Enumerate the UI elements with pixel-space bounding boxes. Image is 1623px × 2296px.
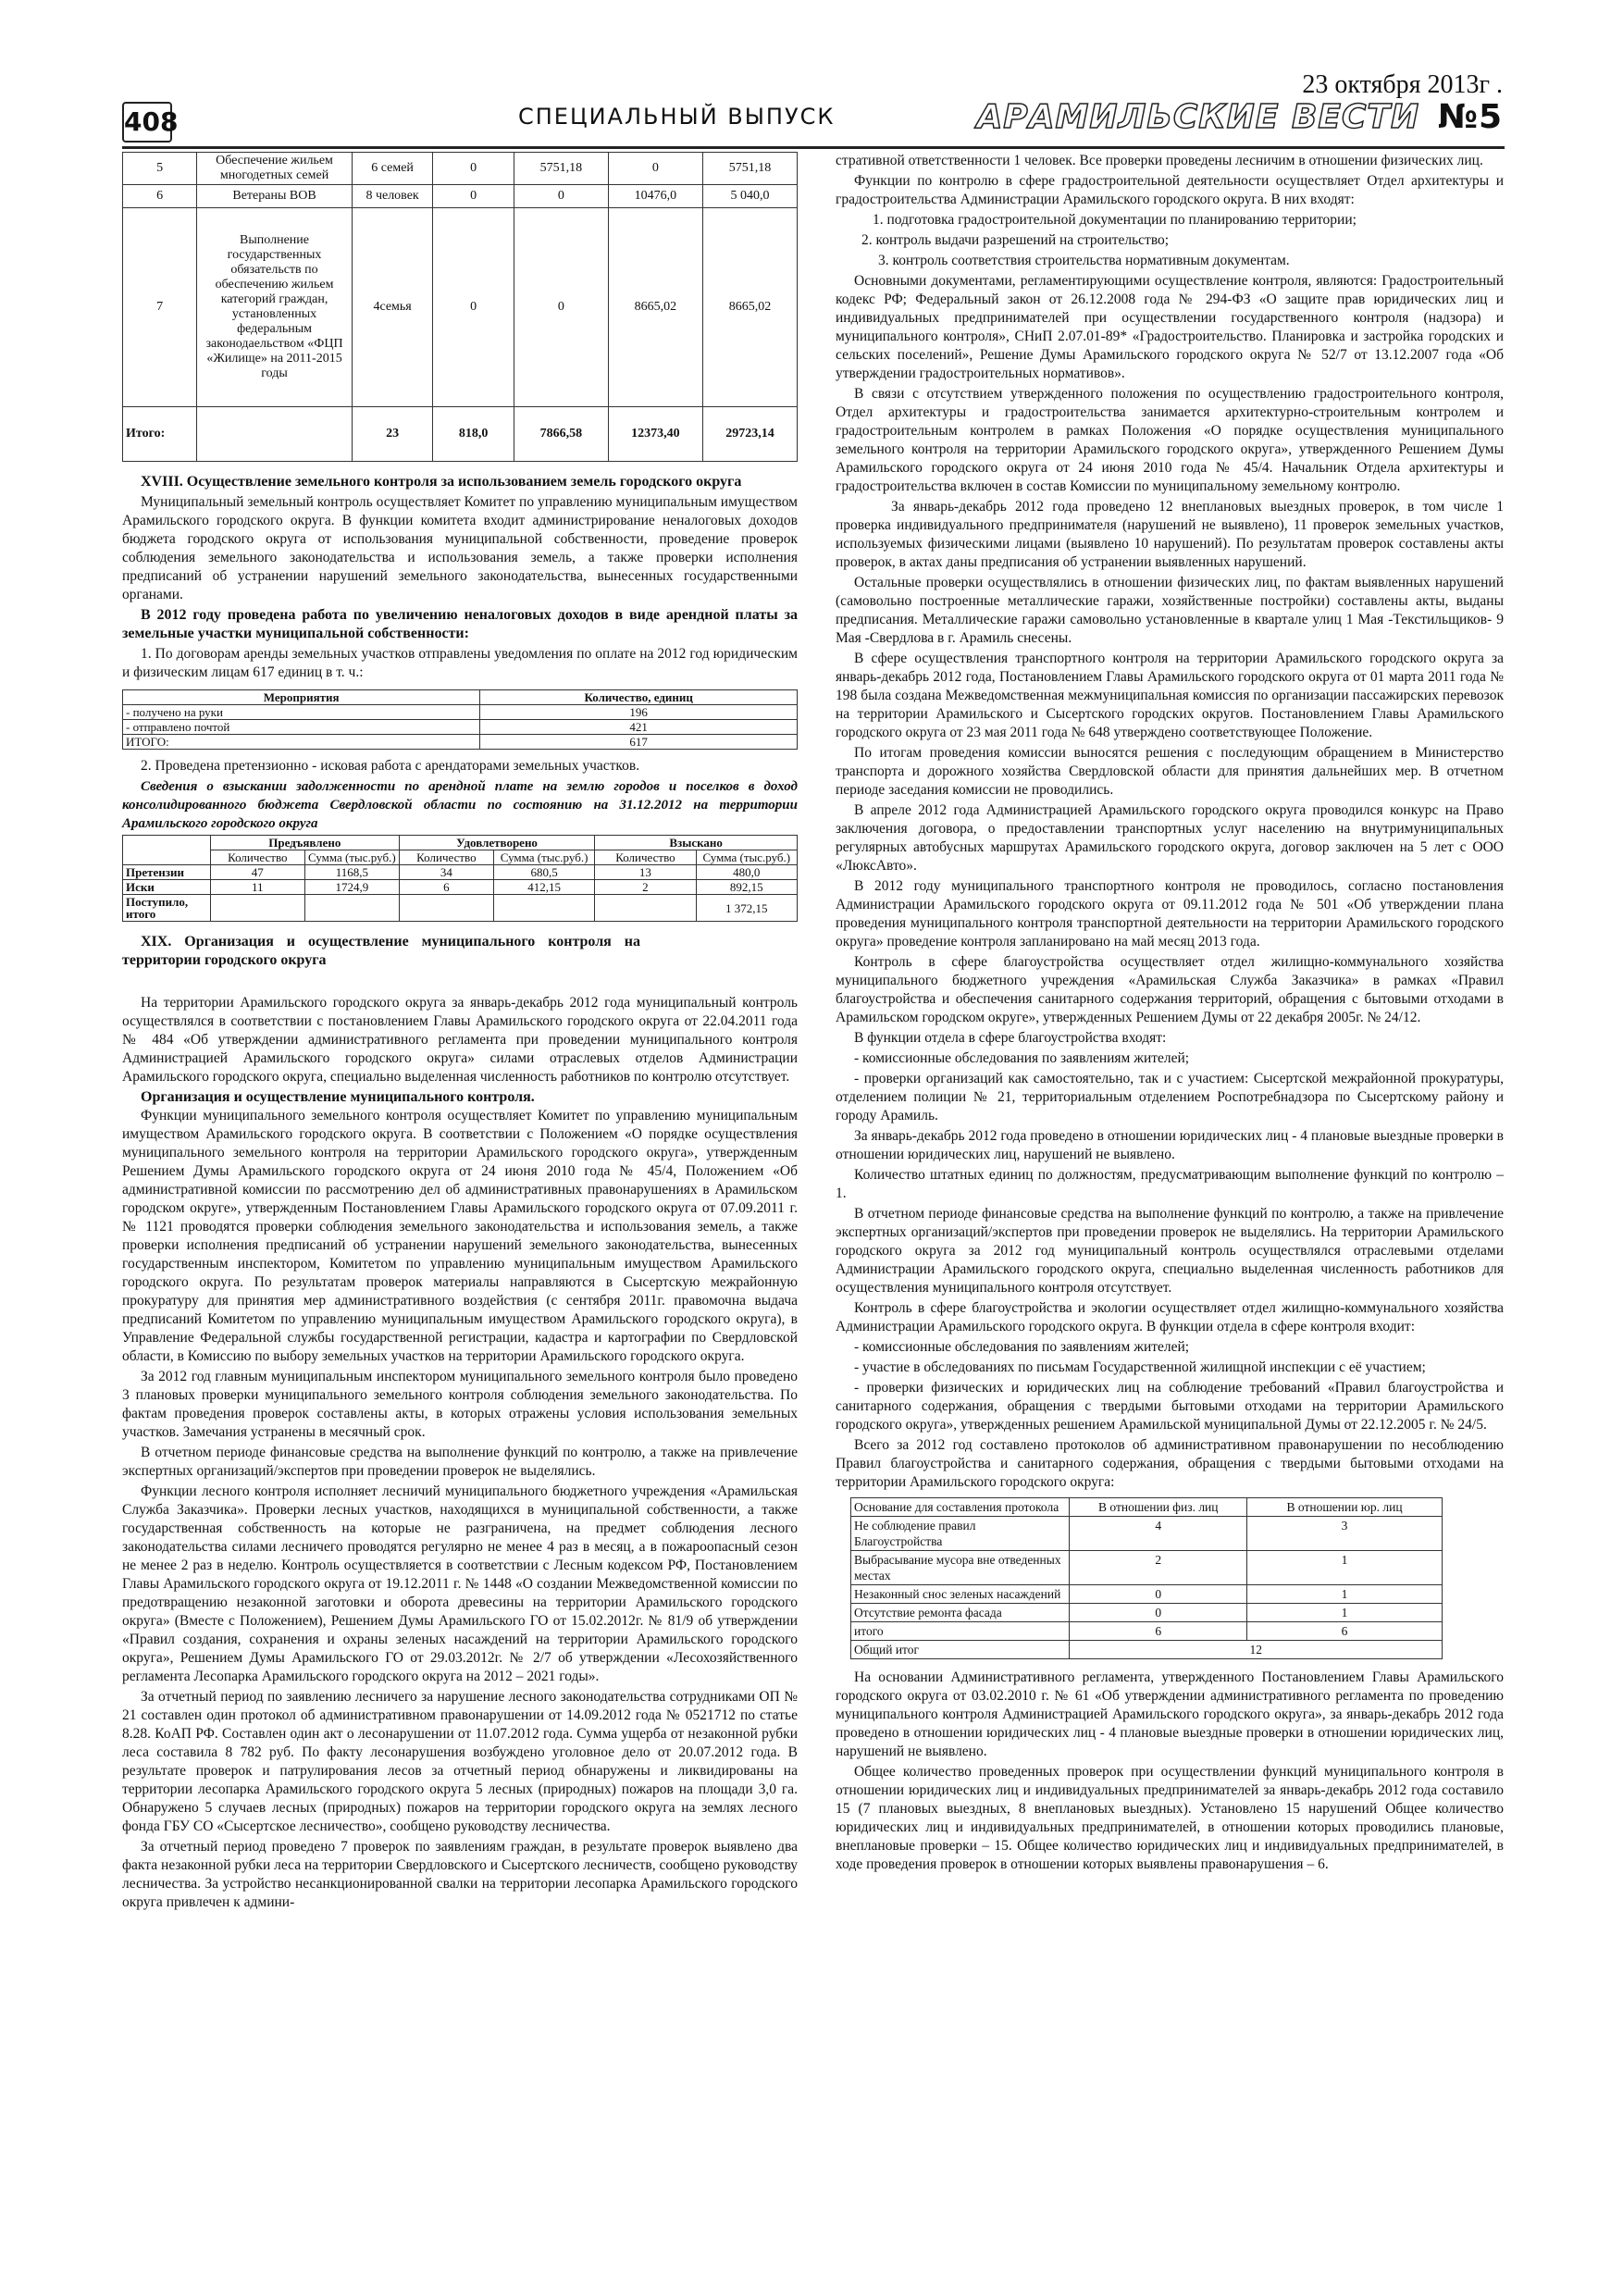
table-cell: 5751,18 (514, 153, 608, 185)
paragraph: Контроль в сфере благоустройства осуществляет отдел жилищно-коммунального хозяйства муниципального бюджетного учреждения «Арамильская Служба Заказчика» в рамках «Правил благоустройства и обеспечения санитарного содержания территорий, обращения с бытовыми отходами в Арамильском городском округе», утвержденных Решением Думы от 22 декабря 2005г. № 24/12. (836, 954, 1504, 1025)
table-cell: 1 (1247, 1585, 1443, 1604)
table-row (123, 185, 798, 208)
table-cell: 2 (595, 880, 696, 895)
notices-table (122, 689, 798, 750)
table-row (123, 850, 798, 865)
table-header-cell: В отношении физ. лиц (1070, 1498, 1247, 1517)
table-cell: 12373,40 (608, 407, 702, 462)
paragraph: За 2012 год главным муниципальным инспектором муниципального земельного контроля было проведено 3 плановых проверки муниципального земельного контроля соблюдения земельного законодательства. По фактам проведения проверок составлены акты, в которых отражены условия использования земельных участков. Замечания устранены в месячный срок. (122, 1369, 798, 1440)
list-item: 1. подготовка градостроительной документации по планированию территории; (873, 212, 1357, 228)
table-cell: Ветераны ВОВ (197, 185, 353, 208)
table-cell (123, 850, 211, 865)
table-cell: Общий итог (851, 1641, 1070, 1659)
table-cell: 0 (433, 185, 514, 208)
paragraph: Общее количество проведенных проверок при осуществлении функций муниципального контроля в отношении юридических лиц и индивидуальных предпринимателей за январь-декабрь 2012 года составило 15 (7 плановых выездных, 8 внеплановых выездных). Установлено 15 нарушений Общее количество юридических лиц и индивидуальных предпринимателей, в отношении которых проводились плановые, внеплановые проверки – 15. Общее количество юридических лиц и индивидуальных предпринимателей, в ходе проведения проверок в отношении которых выявлены правонарушения – 6. (836, 1764, 1504, 1872)
table-cell: - отправлено почтой (123, 720, 480, 735)
table-cell: 6 (1070, 1622, 1247, 1641)
table-cell: 0 (1070, 1585, 1247, 1604)
table-cell: 0 (1070, 1604, 1247, 1622)
table-cell: 8 человек (352, 185, 432, 208)
table-group-header: Взыскано (595, 836, 798, 850)
table-cell: 7 (123, 208, 197, 407)
list-item: - проверки организаций как самостоятельно, так и с участием: Сысертской межрайонной прокуратуры, отделением полиции № 21, территориальным отделением Роспотребнадзора по Сысертскому району и городу Арамиль. (836, 1071, 1504, 1123)
table-header-cell: Сумма (тыс.руб.) (493, 850, 594, 865)
housing-table (122, 152, 798, 462)
table-cell (123, 836, 211, 850)
table-cell (493, 895, 594, 922)
table-cell: Не соблюдение правил Благоустройства (851, 1517, 1070, 1551)
table-cell: 2 (1070, 1551, 1247, 1585)
table-cell: 8665,02 (702, 208, 797, 407)
table-row (851, 1604, 1443, 1622)
table-header-cell: Количество (399, 850, 493, 865)
paragraph: В апреле 2012 года Администрацией Арамильского городского округа проводился конкурс на Право заключения договора, о предоставлении транспортных услуг населению на внутримуниципальных регулярных автобусных маршрутах Арамильского городского округа, договор заключен на 5 лет с ООО «ЛюксАвто». (836, 802, 1504, 874)
page-number: 408 (122, 102, 172, 143)
paragraph: Функции лесного контроля исполняет лесничий муниципального бюджетного учреждения «Арамильская Служба Заказчика». Проверки лесных участков, находящихся в муниципальной собственности, а также государственная собственность на которые не разграничена, на предмет соблюдения лесного законодательства силами лесничего проводятся регулярно не менее 4 раз в месяц, а в пожароопасный сезон не менее 2 раз в неделю. Контроль осуществляется в соответствии с Лесным кодексом РФ, Постановлением Главы Арамильского городского округа от 19.12.2011 г. № 1448 «О создании Межведомственной комиссии по предотвращению незаконной заготовки и оборота древесины на территории Арамильского городского округа» (Вместе с Положением), Решением Думы Арамильского ГО от 15.02.2012г. № 81/9 об утверждении «Правил создания, сохранения и охраны зеленых насаждений на территории Арамильского городского округа», Решением Думы Арамильского ГО от 29.03.2012г. № 2/7 об утверждении «Лесохозяйственного регламента Лесопарка Арамильского городского округа на 2012 – 2021 годы». (122, 1483, 798, 1684)
paragraph: Муниципальный земельный контроль осуществляет Комитет по управлению муниципальным имуществом Арамильского городского округа. В функции комитета входит администрирование неналоговых доходов бюджета городского округа от использования муниципальной собственности, проведение проверок соблюдения земельного законодательства и использования земель, а также проверки исполнения предписаний об устранении нарушений земельного законодательства, вынесенных государственными органами. (122, 494, 798, 602)
table-row-total (123, 407, 798, 462)
table-row (123, 153, 798, 185)
table-header-cell: Мероприятия (123, 690, 480, 705)
table-cell: 47 (210, 865, 304, 880)
paragraph: Функции по контролю в сфере градостроительной деятельности осуществляет Отдел архитектуры и градостроительства Администрации Арамильского городского округа. В них входят: (836, 173, 1504, 207)
paragraph: Количество штатных единиц по должностям, предусматривающим выполнение функций по контролю – 1. (836, 1167, 1504, 1201)
bold-paragraph: В 2012 году проведена работа по увеличению неналоговых доходов в виде арендной платы за земельные участки муниципальной собственности: (122, 607, 798, 641)
table-row (123, 735, 798, 750)
table-cell (595, 895, 696, 922)
table-row (123, 208, 798, 407)
table-cell: 1724,9 (304, 880, 399, 895)
table-group-header: Предъявлено (210, 836, 399, 850)
table-cell: 6 семей (352, 153, 432, 185)
table-cell: 5 040,0 (702, 185, 797, 208)
table-cell: 11 (210, 880, 304, 895)
paragraph: На территории Арамильского городского округа за январь-декабрь 2012 года муниципальный контроль осуществлялся в соответствии с постановлением Главы Арамильского городского округа от 22.04.2011 года № 484 «Об утверждении административного регламента при проведении муниципального контроля Администрацией Арамильского городского округа» силами отраслевых отделов Администрации Арамильского городского округа, специально выделенная численность работников по контролю отсутствует. (122, 995, 798, 1085)
paragraph: По итогам проведения комиссии выносятся решения с последующим обращением в Министерство транспорта и дорожного хозяйства Свердловской области для принятия дальнейших мер. В отчетном периоде заседания комиссии не проводились. (836, 745, 1504, 798)
issue-date: 23 октября 2013г . (1302, 70, 1503, 99)
table-row (123, 895, 798, 922)
table-cell: 13 (595, 865, 696, 880)
newspaper-masthead (976, 98, 1503, 136)
table-cell: Иски (123, 880, 211, 895)
subsection-heading: Организация и осуществление муниципального контроля. (141, 1089, 535, 1105)
paragraph: Основными документами, регламентирующими осуществление контроля, являются: Градостроительный кодекс РФ; Федеральный закон от 26.12.2008 года № 294-ФЗ «О защите прав юридических лиц и индивидуальных предпринимателей при осуществлении государственного контроля (надзора) и муниципального контроля», СНиП 2.07.01-89* «Градостроительство. Планировка и застройка городских и сельских поселений», Решение Думы Арамильского городского округа № 52/7 от 13.12.2007 года «Об утверждении градостроительных нормативов». (836, 273, 1504, 381)
table-cell: 892,15 (696, 880, 797, 895)
table-cell: 10476,0 (608, 185, 702, 208)
table-header-cell: Количество (210, 850, 304, 865)
table-cell: 4семья (352, 208, 432, 407)
table-row (123, 720, 798, 735)
table-cell: 1 (1247, 1604, 1443, 1622)
paragraph: За январь-декабрь 2012 года проведено в отношении юридических лиц - 4 плановые выездные проверки в отношении юридических лиц, нарушений не выявлено. (836, 1128, 1504, 1162)
table-cell: 34 (399, 865, 493, 880)
table-row (123, 705, 798, 720)
table-row (123, 865, 798, 880)
table-cell: 6 (399, 880, 493, 895)
paragraph: На основании Административного регламента, утвержденного Постановлением Главы Арамильского городского округа от 03.02.2010 г. № 61 «Об утверждении административного регламента по проведению муниципального контроля Администрацией Арамильского городского округа», за январь-декабрь 2012 года проведено в отношении юридических лиц - 4 плановые выездные проверки в отношении юридических лиц, нарушений не выявлено. (836, 1669, 1504, 1759)
table-cell: 6 (123, 185, 197, 208)
table-row (123, 836, 798, 850)
table-cell: Выбрасывание мусора вне отведенных местах (851, 1551, 1070, 1585)
protocol-table (850, 1497, 1443, 1659)
table-cell: 1 372,15 (696, 895, 797, 922)
table-group-header: Удовлетворено (399, 836, 594, 850)
table-row-total (851, 1641, 1443, 1659)
table-cell: Обеспечение жильем многодетных семей (197, 153, 353, 185)
paragraph: В функции отдела в сфере благоустройства входят: (854, 1030, 1167, 1046)
table-cell: 3 (1247, 1517, 1443, 1551)
paragraph: В сфере осуществления транспортного контроля на территории Арамильского городского округа за январь-декабрь 2012 года, Постановлением Главы Арамильского городского округа от 01 марта 2011 года № 198 была создана Межведомственная межмуниципальная комиссия по организации пассажирских перевозок на территории Арамильского и Сысертского городских округов. Постановлением Главы Арамильского городского округа от 23 мая 2011 года № 648 утверждено соответствующее Положение. (836, 651, 1504, 740)
issue-section-title: СПЕЦИАЛЬНЫЙ ВЫПУСК (518, 104, 836, 130)
section-heading: XIX. Организация и осуществление муниципального контроля на территории городского округа (122, 934, 640, 968)
table-cell: 4 (1070, 1517, 1247, 1551)
right-column (836, 152, 1504, 1876)
table-header-cell: Основание для составления протокола (851, 1498, 1070, 1517)
table-cell: 1168,5 (304, 865, 399, 880)
table-row (851, 1551, 1443, 1585)
table-cell: 480,0 (696, 865, 797, 880)
paragraph: За январь-декабрь 2012 года проведено 12 внеплановых выездных проверок, в том числе 1 проверка индивидуального предпринимателя (нарушений не выявлено), 11 проверок земельных участков, используемых физическими лицами (выявлено 10 нарушений). По результатам проверок составлены акты проверок, в актах даны предписания об устранении выявленных нарушений. (836, 499, 1504, 570)
table-cell: 0 (514, 185, 608, 208)
table-header-cell: Количество (595, 850, 696, 865)
paragraph: Контроль в сфере благоустройства и экологии осуществляет отдел жилищно-коммунального хозяйства Администрации Арамильского городского округа. В функции отдела в сфере контроля входит: (836, 1300, 1504, 1334)
list-item: 3. контроль соответствия строительства нормативным документам. (878, 253, 1290, 268)
table-cell: 0 (433, 208, 514, 407)
table-cell: 196 (480, 705, 798, 720)
table-cell: Отсутствие ремонта фасада (851, 1604, 1070, 1622)
table-header-cell: Сумма (тыс.руб.) (696, 850, 797, 865)
table-cell: 5 (123, 153, 197, 185)
table-cell: 23 (352, 407, 432, 462)
table-cell: 5751,18 (702, 153, 797, 185)
list-item: - комиссионные обследования по заявлениям жителей; (854, 1339, 1190, 1355)
table-cell: 617 (480, 735, 798, 750)
debt-table-title: Сведения о взыскании задолженности по арендной плате на землю городов и поселков в доход консолидированного бюджета Свердловской области по состоянию на 31.12.2012 на территории Арамильского городского округа (122, 779, 798, 831)
table-cell: 0 (433, 153, 514, 185)
debt-table (122, 835, 798, 922)
table-row (851, 1498, 1443, 1517)
table-cell: 0 (514, 208, 608, 407)
paragraph: 1. По договорам аренды земельных участков отправлены уведомления по оплате на 2012 год юридическим и физическим лицам 617 единиц в т. ч.: (122, 646, 798, 680)
table-cell (399, 895, 493, 922)
table-cell: 12 (1070, 1641, 1443, 1659)
paragraph: В отчетном периоде финансовые средства на выполнение функций по контролю, а также на привлечение экспертных организаций/экспертов при проведении проверок не выделялись. На территории Арамильского городского округа за 2012 год муниципальный контроль осуществлялся отраслевыми отделами Администрации Арамильского городского округа, специально выделенная численность работников для осуществления муниципального контроля отсутствует. (836, 1206, 1504, 1296)
table-row (851, 1585, 1443, 1604)
paragraph: В связи с отсутствием утвержденного положения по осуществлению градостроительного контроля, Отдел архитектуры и градостроительства занимается архитектурно-строительным контролем и градостроительным контролем в рамках Положения «О порядке осуществления муниципального земельного контроля на территории Арамильского городского округа», утвержденного Решением Думы Арамильского городского округа от 24 июня 2010 года № 45/4. Начальник Отдела архитектуры и градостроительства включен в состав Комиссии по муниципальному земельному контролю. (836, 386, 1504, 494)
table-cell: ИТОГО: (123, 735, 480, 750)
paragraph: Функции муниципального земельного контроля осуществляет Комитет по управлению муниципальным имуществом Арамильского городского округа. В соответствии с Положением «О порядке осуществления муниципального земельного контроля на территории Арамильского городского округа», утвержденным Решением Думы Арамильского городского округа от 24 июня 2010 года № 45/4, Положением «Об административной комиссии по рассмотрению дел об административных правонарушениях в Арамильском городском округе», утвержденным Постановлением Главы Арамильского городского округа от 07.09.2011 г. № 1121 проводятся проверки соблюдения земельного законодательства и использования земель, а также проверки исполнения предписаний об устранении нарушений земельного законодательства, вынесенных государственным инспектором, Комитетом по управлению муниципальным имуществом Арамильского городского округа. По результатам проверок материалы направляются в Сысертскую межрайонную прокуратуру для принятия мер административного воздействия (с сентября 2011г. правомочна выдача предписаний Комитетом по управлению муниципальным имуществом Арамильского городского округа), в Управление Федеральной службы государственной регистрации, кадастра и картографии по Свердловской области, в Комиссию по выбору земельных участков на территории Арамильского городского округа. (122, 1108, 798, 1364)
table-cell: Выполнение государственных обязательств по обеспечению жильем категорий граждан, установленных федеральным законодаельством «ФЦП «Жилище» на 2011-2015 годы (197, 208, 353, 407)
paragraph: 2. Проведена претензионно - исковая работа с арендаторами земельных участков. (141, 758, 640, 774)
table-header-cell: Сумма (тыс.руб.) (304, 850, 399, 865)
table-cell: 0 (608, 153, 702, 185)
table-cell: 1 (1247, 1551, 1443, 1585)
paragraph: стративной ответственности 1 человек. Все проверки проведены лесничим в отношении физических лиц. (836, 153, 1483, 168)
table-row (123, 690, 798, 705)
table-cell: 818,0 (433, 407, 514, 462)
paragraph: Всего за 2012 год составлено протоколов об административном правонарушении по несоблюдению Правил благоустройства и санитарного содержания, обращения с твердыми бытовыми отходами на территории Арамильского городского округа: (836, 1437, 1504, 1490)
table-cell: Незаконный снос зеленых насаждений (851, 1585, 1070, 1604)
list-item: - участие в обследованиях по письмам Государственной жилищной инспекции с её участием; (854, 1359, 1426, 1375)
table-cell (304, 895, 399, 922)
table-header-cell: В отношении юр. лиц (1247, 1498, 1443, 1517)
table-cell: 680,5 (493, 865, 594, 880)
table-row (123, 880, 798, 895)
table-header-cell: Количество, единиц (480, 690, 798, 705)
table-cell: 6 (1247, 1622, 1443, 1641)
table-cell: итого (851, 1622, 1070, 1641)
table-cell: 421 (480, 720, 798, 735)
table-cell (197, 407, 353, 462)
table-row (851, 1517, 1443, 1551)
paragraph: В отчетном периоде финансовые средства на выполнение функций по контролю, а также на привлечение экспертных организаций/экспертов при проведении проверок не выделялись. (122, 1445, 798, 1479)
section-heading: XVIII. Осуществление земельного контроля за использованием земель городского округа (141, 474, 742, 490)
table-cell: Итого: (123, 407, 197, 462)
table-row (851, 1622, 1443, 1641)
list-item: - проверки физических и юридических лиц на соблюдение требований «Правил благоустройства и санитарного содержания, обращения с твердыми бытовыми отходами на территории Арамильского городского округа», утвержденных решением Арамильской муниципальной Думы от 22.12.2005 г. № 24/5. (836, 1380, 1504, 1433)
paragraph: В 2012 году муниципального транспортного контроля не проводилось, согласно постановления Администрации Арамильского городского округа от 09.11.2012 года № 501 «Об утверждении плана проведения муниципального контроля транспортной деятельности на территории Арамильского городского округа» проведение контроля запланировано на май месяц 2013 года. (836, 878, 1504, 949)
list-item: - комиссионные обследования по заявлениям жителей; (854, 1050, 1190, 1066)
list-item: 2. контроль выдачи разрешений на строительство; (861, 232, 1170, 248)
header-rule (122, 146, 1505, 149)
issue-number: №5 (1437, 98, 1503, 136)
table-cell (210, 895, 304, 922)
newspaper-name: АРАМИЛЬСКИЕ ВЕСТИ (976, 98, 1420, 136)
table-cell: 29723,14 (702, 407, 797, 462)
table-cell: 8665,02 (608, 208, 702, 407)
paragraph: За отчетный период по заявлению лесничего за нарушение лесного законодательства сотрудниками ОП № 21 составлен один протокол об административном правонарушении от 14.09.2012 года № 0521712 по статье 8.28. КоАП РФ. Составлен один акт о лесонарушении от 11.07.2012 года. Сумма ущерба от незаконной рубки леса составила 8 782 руб. По факту лесонарушения возбуждено уголовное дело от 20.07.2012 года. В результате проверок и патрулирования лесов за отчетный период обнаружены и ликвидированы на территории лесопарка Арамильского городского округа 5 лесных (природных) пожаров на площади 3,0 га. Обнаружено 5 случаев лесных (природных) пожаров на территории городского округа на землях лесного фонда ГБУ СО «Сысертское лесничество», сообщено руководству лесничества. (122, 1689, 798, 1834)
table-cell: Претензии (123, 865, 211, 880)
left-column (122, 152, 798, 1914)
table-cell: Поступило, итого (123, 895, 211, 922)
table-cell: 7866,58 (514, 407, 608, 462)
table-cell: 412,15 (493, 880, 594, 895)
paragraph: За отчетный период проведено 7 проверок по заявлениям граждан, в результате проверок выявлено два факта незаконной рубки леса на территории Свердловского и Сысертского лесничеств, сообщено руководству лесничества. За устройство несанкционированной свалки на территории лесопарка Арамильского городского округа привлечен к админи- (122, 1839, 798, 1910)
table-cell: - получено на руки (123, 705, 480, 720)
paragraph: Остальные проверки осуществлялись в отношении физических лиц, по фактам выявленных нарушений (самовольно построенные металлические гаражи, хозяйственные постройки) составлены акты, выданы предписания. Металлические гаражи самовольно установленные в квартале улиц 1 Мая -Текстильщиков- 9 Мая -Свердлова в г. Арамиль снесены. (836, 575, 1504, 646)
